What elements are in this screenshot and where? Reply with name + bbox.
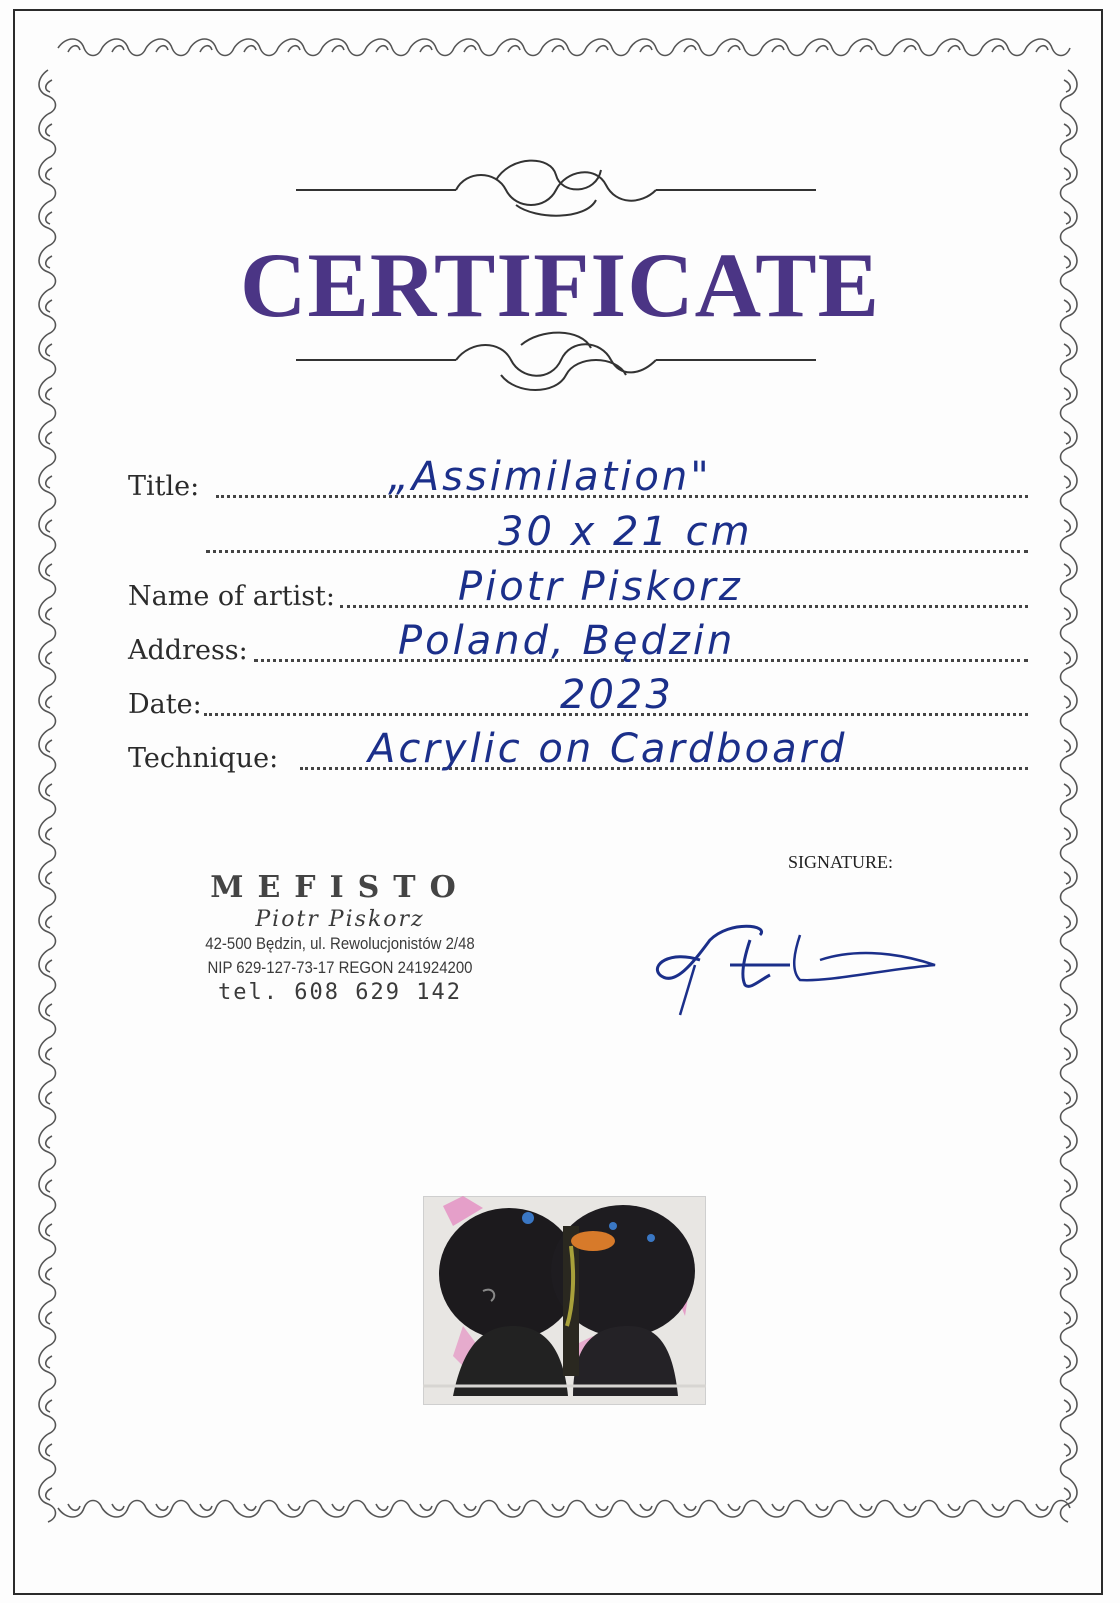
signature-label: SIGNATURE:	[788, 852, 894, 872]
field-value-artist: Piotr Piskorz	[458, 564, 743, 610]
certificate-title: CERTIFICATE	[240, 234, 880, 336]
field-value-technique: Acrylic on Cardboard	[368, 726, 848, 772]
artwork-thumbnail	[423, 1196, 706, 1405]
field-value-address: Poland, Będzin	[398, 618, 736, 664]
field-value-dimensions: 30 x 21 cm	[498, 509, 753, 555]
stamp-phone: tel. 608 629 142	[218, 980, 462, 1005]
bottom-flourish-icon	[296, 320, 816, 400]
top-flourish-icon	[296, 150, 816, 230]
stamp-address: 42-500 Będzin, ul. Rewolucjonistów 2/48	[205, 934, 475, 953]
field-artist	[128, 564, 1028, 612]
field-address	[128, 618, 1028, 666]
field-technique	[128, 726, 1028, 774]
stamp-person: Piotr Piskorz	[255, 907, 425, 932]
field-date	[128, 672, 1028, 720]
field-title	[128, 454, 1028, 502]
field-dimensions	[128, 509, 1028, 557]
field-label-artist: Name of artist:	[128, 581, 336, 612]
field-label-technique: Technique:	[128, 743, 279, 774]
company-stamp	[160, 870, 520, 1005]
field-label-address: Address:	[128, 635, 248, 666]
handwritten-signature	[650, 920, 950, 1020]
field-label-title: Title:	[128, 471, 200, 502]
stamp-ids: NIP 629-127-73-17 REGON 241924200	[207, 958, 473, 977]
field-value-title: „Assimilation"	[388, 454, 712, 500]
field-value-date: 2023	[560, 672, 674, 718]
field-label-date: Date:	[128, 689, 202, 720]
stamp-company: MEFISTO	[210, 870, 470, 905]
